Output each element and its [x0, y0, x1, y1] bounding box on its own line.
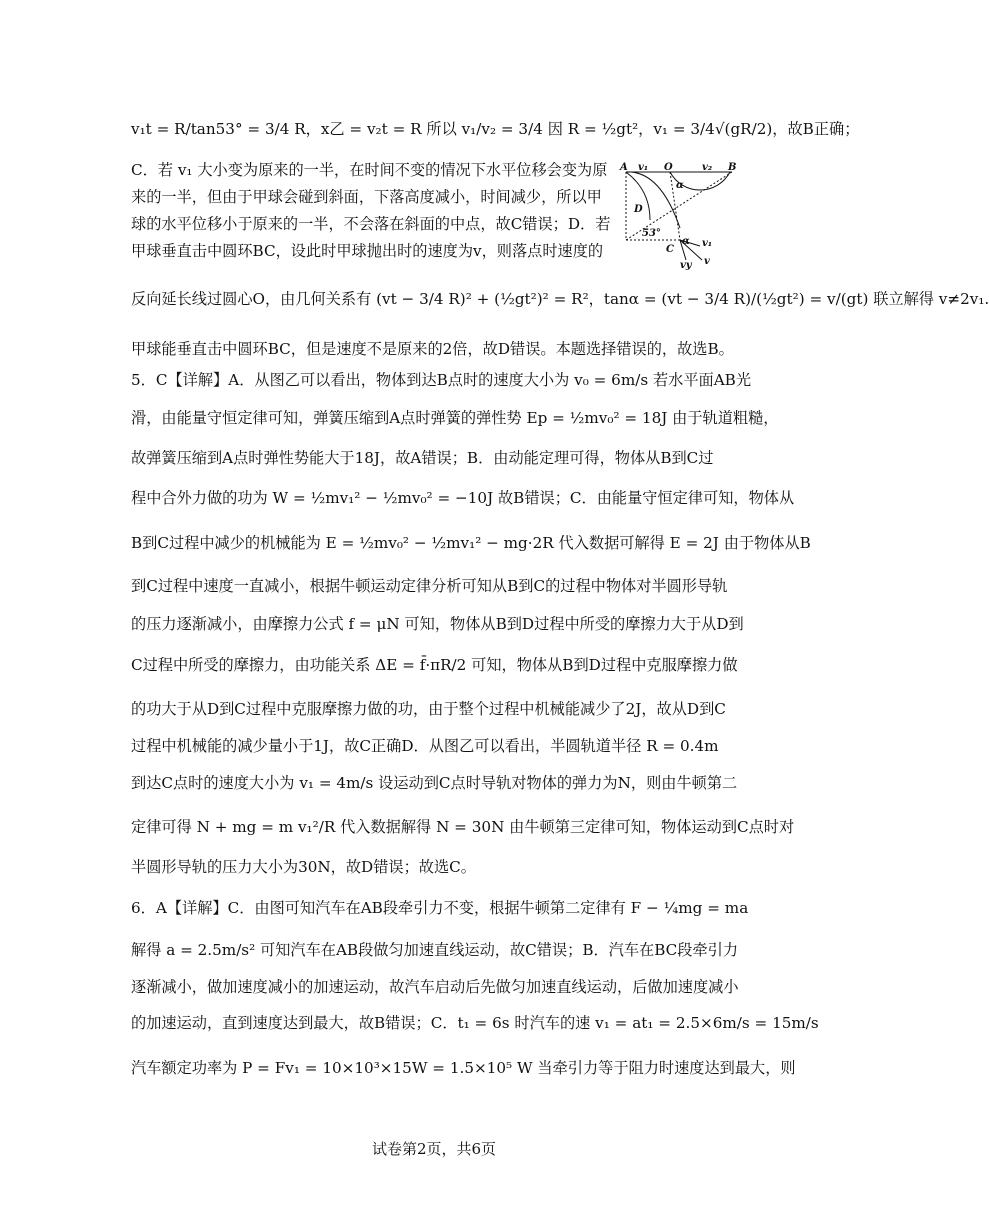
line-4: 球的水平位移小于原来的一半，不会落在斜面的中点，故C错误；D．若 — [131, 215, 611, 233]
label-v1-bottom: v₁ — [702, 238, 713, 249]
line-8: 5．C【详解】A．从图乙可以看出，物体到达B点时的速度大小为 v₀ = 6m/s 若水平面AB光 — [131, 371, 752, 389]
line-5: 甲球垂直击中圆环BC，设此时甲球抛出时的速度为v，则落点时速度的 — [131, 242, 604, 260]
line-10: 故弹簧压缩到A点时弹性势能大于18J，故A错误；B．由动能定理可得，物体从B到C过 — [131, 449, 714, 467]
label-C: C — [666, 244, 674, 255]
line-19: 定律可得 N + mg = m v₁²/R 代入数据解得 N = 30N 由牛顿第三定律可知，物体运动到C点时对 — [131, 818, 795, 836]
label-D: D — [634, 204, 643, 215]
projectile-figure — [620, 160, 740, 270]
line-23: 逐渐减小，做加速度减小的加速运动，故汽车启动后先做匀加速直线运动，后做加速度减小 — [131, 978, 739, 996]
line-12: B到C过程中减少的机械能为 E = ½mv₀² − ½mv₁² − mg·2R 代入数据可解得 E = 2J 由于物体从B — [131, 534, 811, 552]
line-21: 6．A【详解】C．由图可知汽车在AB段牵引力不变，根据牛顿第二定律有 F − ¼mg = ma — [131, 899, 749, 917]
line-15: C过程中所受的摩擦力，由功能关系 ΔE = f̄·πR/2 可知，物体从B到D过程中克服摩擦力做 — [131, 656, 738, 674]
line-24: 的加速运动，直到速度达到最大，故B错误；C．t₁ = 6s 时汽车的速 v₁ = at₁ = 2.5×6m/s = 15m/s — [131, 1014, 819, 1032]
line-1: v₁t = R/tan53° = 3/4 R，x乙 = v₂t = R 所以 v₁/v₂ = 3/4 因 R = ½gt²，v₁ = 3/4√(gR/2)，故B正确； — [131, 120, 860, 138]
label-alpha-top: α — [676, 180, 684, 191]
line-3: 来的一半，但由于甲球会碰到斜面，下落高度减小，时间减少，所以甲 — [131, 188, 602, 206]
line-2: C．若 v₁ 大小变为原来的一半，在时间不变的情况下水平位移会变为原 — [131, 161, 608, 179]
line-22: 解得 a = 2.5m/s² 可知汽车在AB段做匀加速直线运动，故C错误；B．汽车在BC段牵引力 — [131, 941, 739, 959]
label-v: v — [704, 256, 710, 267]
line-25: 汽车额定功率为 P = Fv₁ = 10×10³×15W = 1.5×10⁵ W 当牵引力等于阻力时速度达到最大，则 — [131, 1059, 796, 1077]
line-7: 甲球能垂直击中圆环BC，但是速度不是原来的2倍，故D错误。本题选择错误的，故选B。 — [131, 340, 734, 358]
line-18: 到达C点时的速度大小为 v₁ = 4m/s 设运动到C点时导轨对物体的弹力为N，则由牛顿第二 — [131, 774, 738, 792]
label-alpha-bottom: α — [682, 236, 690, 247]
page-footer: 试卷第2页，共6页 — [371, 1140, 497, 1158]
line-17: 过程中机械能的减少量小于1J，故C正确D．从图乙可以看出，半圆轨道半径 R = 0.4m — [131, 737, 719, 755]
label-A: A — [620, 162, 628, 173]
label-v1-top: v₁ — [638, 162, 649, 173]
label-v2-top: v₂ — [702, 162, 713, 173]
label-vy: vy — [680, 260, 692, 271]
line-6: 反向延长线过圆心O，由几何关系有 (vt − 3/4 R)² + (½gt²)² = R²，tanα = (vt − 3/4 R)/(½gt²) = v/(gt) 联立解得 v≠2v₁. — [131, 290, 989, 308]
label-B: B — [728, 162, 737, 173]
line-16: 的功大于从D到C过程中克服摩擦力做的功，由于整个过程中机械能减少了2J，故从D到C — [131, 700, 726, 718]
trajectory-arc-1 — [626, 172, 680, 228]
line-13: 到C过程中速度一直减小，根据牛顿运动定律分析可知从B到C的过程中物体对半圆形导轨 — [131, 577, 728, 595]
line-20: 半圆形导轨的压力大小为30N，故D错误；故选C。 — [131, 858, 476, 876]
line-9: 滑，由能量守恒定律可知，弹簧压缩到A点时弹簧的弹性势 Ep = ½mv₀² = 18J 由于轨道粗糙， — [131, 409, 779, 427]
line-11: 程中合外力做的功为 W = ½mv₁² − ½mv₀² = −10J 故B错误；C．由能量守恒定律可知，物体从 — [131, 489, 795, 507]
label-O: O — [664, 162, 673, 173]
line-14: 的压力逐渐减小，由摩擦力公式 f = μN 可知，物体从B到D过程中所受的摩擦力大于从D到 — [131, 615, 744, 633]
label-53: 53° — [642, 228, 661, 239]
